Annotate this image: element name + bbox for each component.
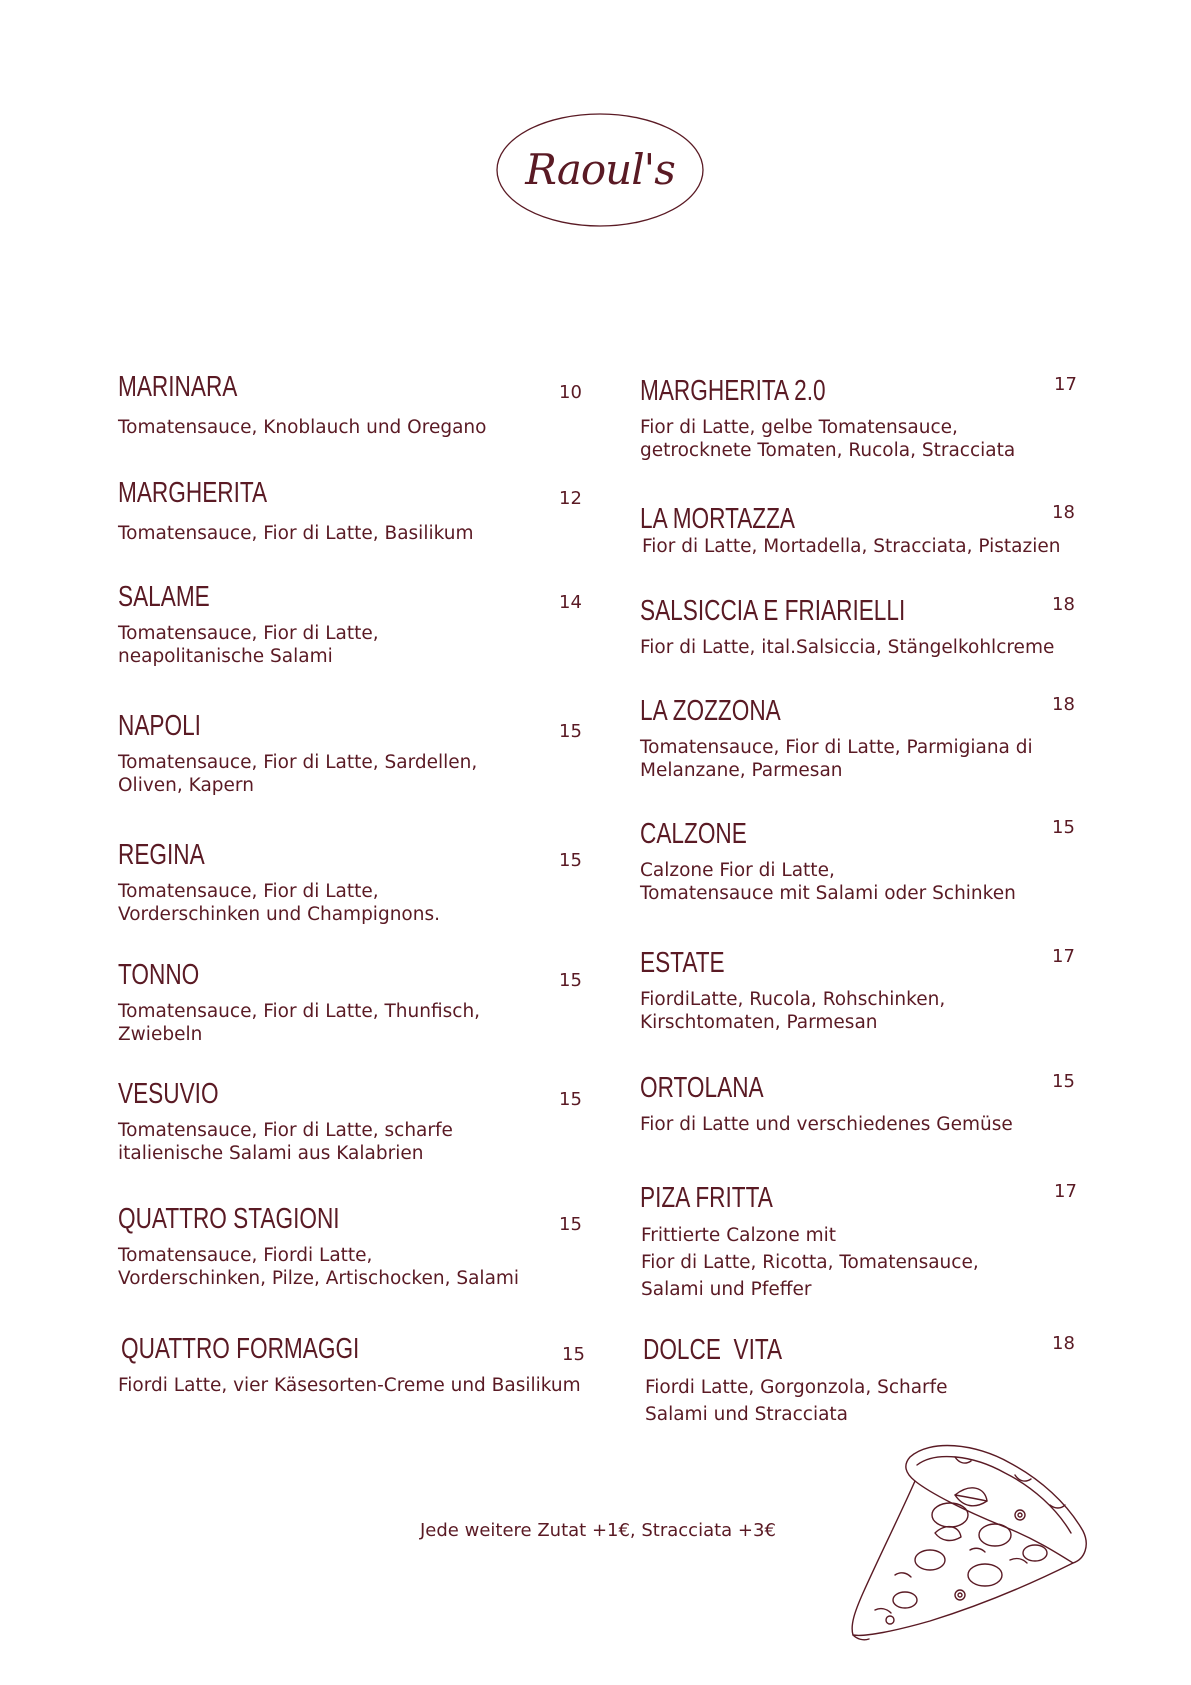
item-name: LA MORTAZZA [640,503,796,535]
item-description: Tomatensauce, Fior di Latte, Sardellen, Oliven, Kapern [118,752,478,796]
item-name: REGINA [118,839,205,871]
brand-logo [495,112,705,228]
item-description: FiordiLatte, Rucola, Rohschinken, Kirschtomaten, Parmesan [640,989,946,1033]
item-price: 17 [1054,1181,1077,1202]
item-name: DOLCE VITA [643,1334,783,1366]
pizza-slice-icon [835,1435,1095,1650]
item-name: SALSICCIA E FRIARIELLI [640,595,906,627]
item-description: Frittierte Calzone mit Fior di Latte, Ricotta, Tomatensauce, Salami und Pfeffer [641,1225,979,1300]
item-name: ESTATE [640,947,725,979]
item-name: ORTOLANA [640,1072,764,1104]
item-description: Fior di Latte und verschiedenes Gemüse [640,1114,1013,1135]
item-description: Tomatensauce, Fior di Latte, Basilikum [118,523,474,544]
brand-name: Raoul's [525,145,675,194]
item-name: SALAME [118,581,210,613]
item-price: 15 [559,1089,582,1110]
item-description: Tomatensauce, Fior di Latte, scharfe italienische Salami aus Kalabrien [118,1120,453,1164]
item-description: Tomatensauce, Fior di Latte, Thunfisch, Zwiebeln [118,1001,481,1045]
item-price: 18 [1052,694,1075,715]
item-description: Calzone Fior di Latte, Tomatensauce mit Salami oder Schinken [640,860,1016,904]
item-price: 18 [1052,1333,1075,1354]
item-name: CALZONE [640,818,747,850]
item-price: 17 [1054,374,1077,395]
item-name: MARINARA [118,371,238,403]
item-description: Tomatensauce, Knoblauch und Oregano [118,417,487,438]
item-price: 12 [559,488,582,509]
item-description: Tomatensauce, Fior di Latte, neapolitanische Salami [118,623,379,667]
item-description: Tomatensauce, Fiordi Latte, Vorderschinken, Pilze, Artischocken, Salami [118,1245,520,1289]
item-price: 15 [559,721,582,742]
item-name: NAPOLI [118,710,201,742]
item-price: 15 [559,850,582,871]
item-price: 18 [1052,594,1075,615]
item-name: QUATTRO FORMAGGI [121,1333,360,1365]
item-price: 14 [559,592,582,613]
item-price: 17 [1052,946,1075,967]
item-description: Fior di Latte, ital.Salsiccia, Stängelkohlcreme [640,637,1055,658]
item-price: 15 [1052,1071,1075,1092]
item-price: 15 [1052,817,1075,838]
item-description: Tomatensauce, Fior di Latte, Parmigiana di Melanzane, Parmesan [640,737,1033,781]
item-price: 15 [562,1344,585,1365]
item-name: VESUVIO [118,1078,219,1110]
item-name: QUATTRO STAGIONI [118,1203,340,1235]
item-name: PIZA FRITTA [640,1182,773,1214]
item-price: 15 [559,970,582,991]
item-price: 18 [1052,502,1075,523]
item-description: Fior di Latte, gelbe Tomatensauce, getrocknete Tomaten, Rucola, Stracciata [640,417,1016,461]
item-name: LA ZOZZONA [640,695,781,727]
item-description: Fiordi Latte, vier Käsesorten-Creme und Basilikum [118,1375,581,1396]
item-name: TONNO [118,959,200,991]
extras-note: Jede weitere Zutat +1€, Stracciata +3€ [420,1520,776,1541]
item-price: 10 [559,382,582,403]
item-description: Fiordi Latte, Gorgonzola, Scharfe Salami und Stracciata [645,1377,948,1425]
item-name: MARGHERITA [118,477,268,509]
item-name: MARGHERITA 2.0 [640,375,826,407]
item-description: Tomatensauce, Fior di Latte, Vorderschinken und Champignons. [118,881,440,925]
item-price: 15 [559,1214,582,1235]
item-description: Fior di Latte, Mortadella, Stracciata, Pistazien [642,536,1061,557]
